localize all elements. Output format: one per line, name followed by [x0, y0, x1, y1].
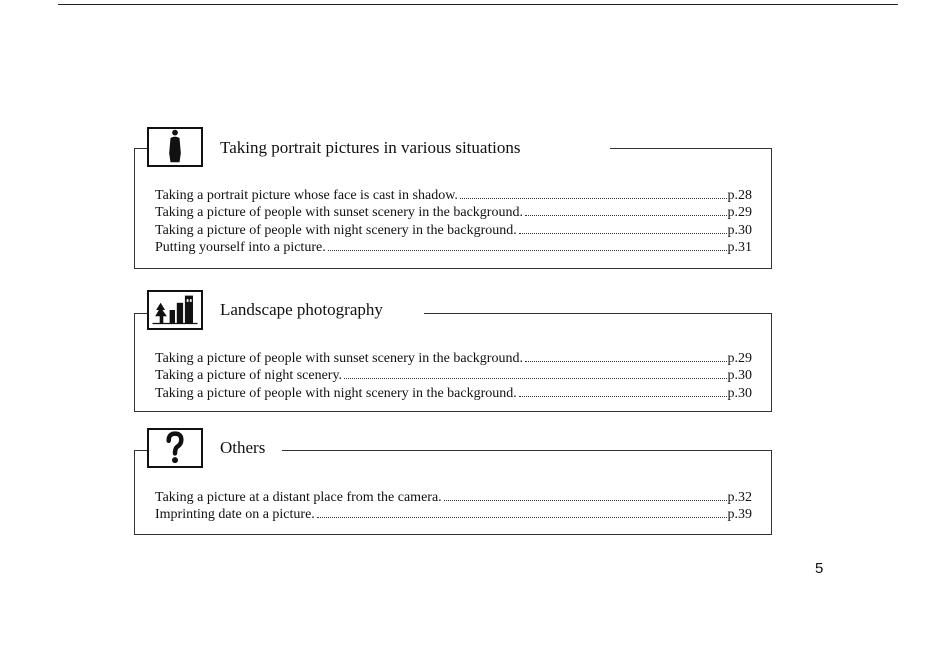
section-landscape: [134, 290, 772, 412]
list-item: [155, 350, 752, 367]
entry-page: p.39: [727, 507, 752, 523]
section-heading: Others: [220, 438, 271, 458]
entry-page: p.28: [727, 188, 752, 203]
entry-text: Taking a picture of night scenery.: [155, 368, 343, 384]
section-top-line: [610, 148, 772, 149]
entry-text: Imprinting date on a picture.: [155, 507, 315, 523]
list-item: [155, 239, 752, 256]
dot-leader: [519, 233, 727, 234]
entry-text: Taking a portrait picture whose face is cast in shadow.: [155, 188, 458, 203]
portrait-icon: [147, 127, 203, 167]
top-rule: [58, 4, 898, 5]
entry-page: p.29: [727, 205, 752, 221]
entry-text: Taking a picture of people with sunset scenery in the background.: [155, 205, 523, 221]
entry-page: p.32: [727, 490, 752, 505]
section-top-line: [282, 450, 772, 451]
dot-leader: [317, 517, 727, 518]
dot-leader: [328, 250, 727, 251]
entry-text: Taking a picture of people with night scenery in the background.: [155, 222, 517, 238]
dot-leader: [460, 198, 727, 199]
section-top-line: [134, 450, 147, 451]
section-top-line: [134, 148, 147, 149]
list-item: [155, 222, 752, 239]
dot-leader: [519, 396, 727, 397]
entry-page: p.30: [727, 385, 752, 401]
question-mark-icon: [147, 428, 203, 468]
entry-text: Taking a picture at a distant place from the camera.: [155, 490, 442, 505]
landscape-icon: [147, 290, 203, 330]
dot-leader: [444, 500, 727, 501]
dot-leader: [525, 215, 727, 216]
section-others: [134, 428, 772, 535]
entry-page: p.31: [727, 239, 752, 255]
list-item: [155, 506, 752, 523]
entry-text: Taking a picture of people with night scenery in the background.: [155, 385, 517, 401]
entry-text: Putting yourself into a picture.: [155, 239, 326, 255]
dot-leader: [344, 378, 726, 379]
list-item: [155, 367, 752, 384]
entry-page: p.30: [727, 222, 752, 238]
section-top-line: [134, 313, 147, 314]
section-heading: Taking portrait pictures in various situations: [220, 138, 527, 158]
list-item: [155, 489, 752, 506]
list-item: [155, 385, 752, 402]
section-heading: Landscape photography: [220, 300, 389, 320]
dot-leader: [525, 361, 727, 362]
list-item: [155, 187, 752, 204]
entry-page: p.29: [727, 351, 752, 366]
entry-text: Taking a picture of people with sunset scenery in the background.: [155, 351, 523, 366]
entry-page: p.30: [727, 368, 752, 384]
section-portrait: [134, 127, 772, 269]
page-number: 5: [815, 560, 824, 577]
list-item: [155, 204, 752, 221]
section-top-line: [424, 313, 772, 314]
